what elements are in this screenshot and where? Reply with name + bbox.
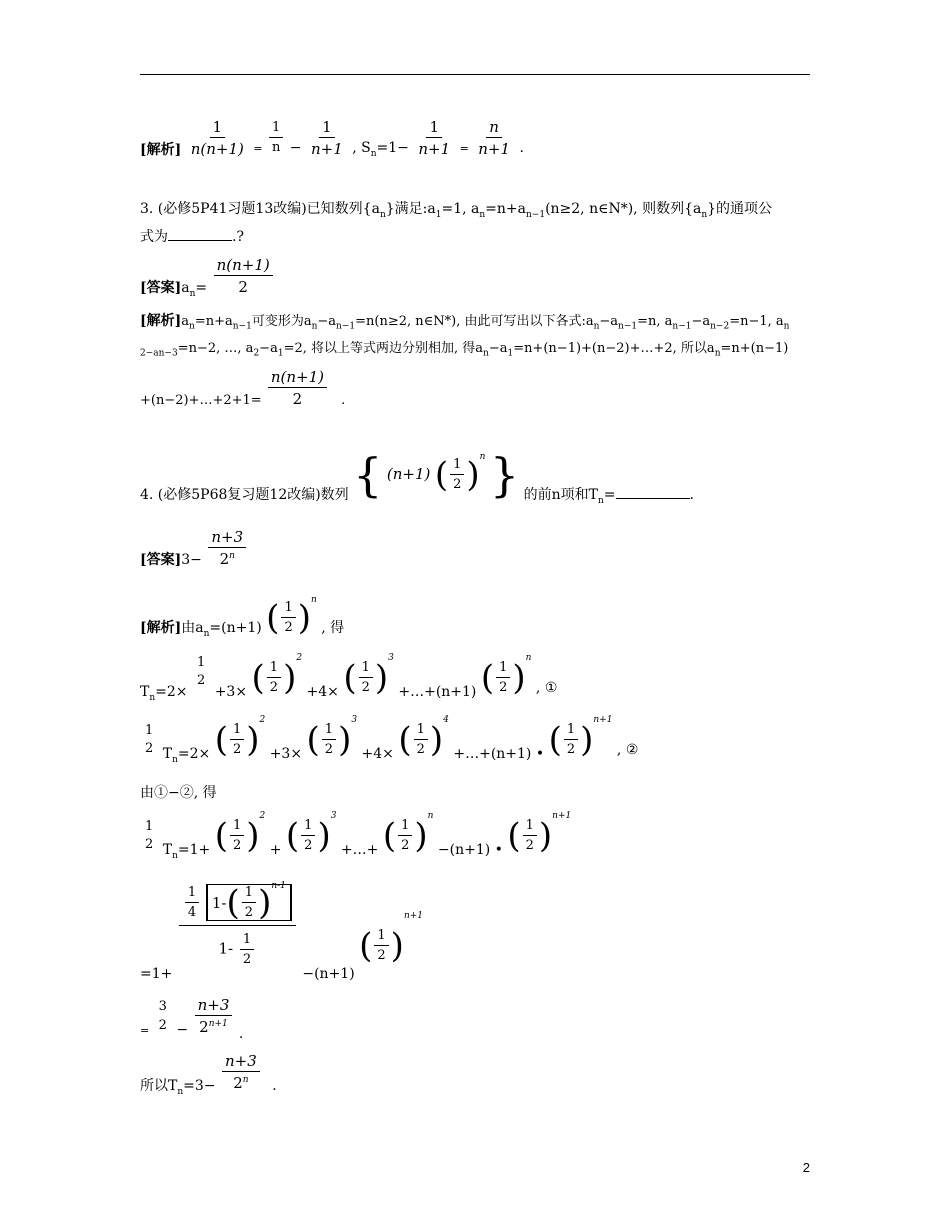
compound-fraction: $\frac{1}{4}$ 1- ( $\frac{1}{2}$ ) $^{n-1}$ 1- $\frac{1}{2}$ bbox=[179, 884, 296, 967]
answer-blank bbox=[168, 240, 232, 241]
fraction: $\frac{1}{n+1}$ bbox=[310, 118, 343, 158]
item4-question: 4. (必修5P68复习题12改编)数列 { (n+1) ( $\frac{1}{2}$ ) $^n$ } 的前n项和$T_n=$ . bbox=[140, 448, 694, 506]
item3-jiexi-line2: $_{2-an-3}$=n−2, …, $a_2-a_1=2$, 将以上等式两边分别相加, 得$a_n-a_1=n+(n-1)+(n-2)+\dots+2$, 所以$a_n=n+(n-1)$ bbox=[140, 341, 789, 359]
item3-jiexi-line1: [解析]$a_n=n+a_{n-1}$可变形为$a_n-a_{n-1}=n(n\ge 2$, n∈N*), 由此可写出以下各式$:a_n-a_{n-1}=n$, $a_{n-1}-a_{n-2}=n-1$, $a_n$ bbox=[140, 313, 790, 332]
item2-jiexi: [解析] $\frac{1}{n(n+1)}$ $_=$ $\frac{1}{n}$ − $\frac{1}{n+1}$ , $S_n=1-$ $\frac{1}{n+1}$ $_=$ $\frac{n}{n+1}$ . bbox=[140, 118, 524, 159]
answer-label: [答案] bbox=[140, 280, 182, 296]
jiexi-label: [解析] bbox=[140, 142, 182, 158]
item4-equation-4: =1+ $\frac{1}{4}$ 1- ( $\frac{1}{2}$ ) $^{n-1}$ 1- $\frac{1}{2}$ −(n+1) ( $\frac{1}{2}$ ) $^{n+1}$ bbox=[140, 881, 424, 982]
fraction: $\frac{n(n+1)}{2}$ bbox=[268, 368, 327, 408]
fraction: $\frac{1}{n(n+1)}$ bbox=[190, 118, 244, 158]
item4-equation-3: 1 2 $T_n=1+$ ( $\frac{1}{2}$ ) $^2$ + ( $\frac{1}{2}$ ) $^3$ +…+ ( $\frac{1}{2}$ ) $^n$ −(n+1) • ( $\frac{1}{2}$ ) $^{n+1}$ bbox=[145, 810, 572, 861]
fraction: $\frac{1}{n}$ bbox=[269, 120, 283, 155]
item3-answer: [答案]$a_n=$ $\frac{n(n+1)}{2}$ bbox=[140, 256, 275, 296]
fraction: $\frac{n(n+1)}{2}$ bbox=[214, 256, 273, 296]
fraction: $\frac{1}{n+1}$ bbox=[418, 118, 451, 158]
item4-diff-line: 由①−②, 得 bbox=[140, 785, 217, 801]
fraction: $\frac{n}{n+1}$ bbox=[478, 118, 511, 158]
item3-question-line1: 3. (必修5P41习题13改编)已知数列$\{a_n\}$满足$:a_1=1$, $a_n=n+a_{n-1}(n\ge 2$, n∈N*), 则数列$\{a_n\}$的通项公 bbox=[140, 201, 773, 220]
item3-jiexi-line3: +(n−2)+…+2+1= $\frac{n(n+1)}{2}$ . bbox=[140, 368, 346, 408]
item4-equation-5: $_=$ 3 2 − $\frac{n+3}{2^{n+1}}$ . bbox=[140, 996, 244, 1042]
answer-blank bbox=[616, 498, 690, 499]
item4-equation-1: $T_n=2\times$ 1 2 +3× ( $\frac{1}{2}$ ) $^2$ +4× ( $\frac{1}{2}$ ) $^3$ +…+(n+1) ( $\frac{1}{2}$ ) $^n$ , ① bbox=[140, 652, 558, 703]
item3-question-line2: 式为 .? bbox=[140, 229, 244, 245]
item4-equation-2: 1 2 $T_n=2\times$ ( $\frac{1}{2}$ ) $^2$ +3× ( $\frac{1}{2}$ ) $^3$ +4× ( $\frac{1}{2}$ ) $^4$ +…+(n+1) • ( $\frac{1}{2}$ ) $^{n+1}$ , ② bbox=[145, 714, 639, 765]
fraction: $\frac{n+3}{2^n}$ bbox=[222, 1052, 260, 1092]
fraction: $\frac{n+3}{2^n}$ bbox=[208, 528, 246, 568]
item4-answer: [答案]3− $\frac{n+3}{2^n}$ bbox=[140, 528, 248, 568]
item4-jiexi-intro: [解析]由$a_n=(n+1)$ ( $\frac{1}{2}$ ) $^n$ , 得 bbox=[140, 594, 345, 639]
item4-final: 所以$T_n=3-$ $\frac{n+3}{2^n}$ . bbox=[140, 1052, 277, 1097]
page-number: 2 bbox=[802, 1160, 810, 1175]
fraction: $\frac{n+3}{2^{n+1}}$ bbox=[195, 996, 233, 1036]
header-rule bbox=[140, 74, 810, 75]
